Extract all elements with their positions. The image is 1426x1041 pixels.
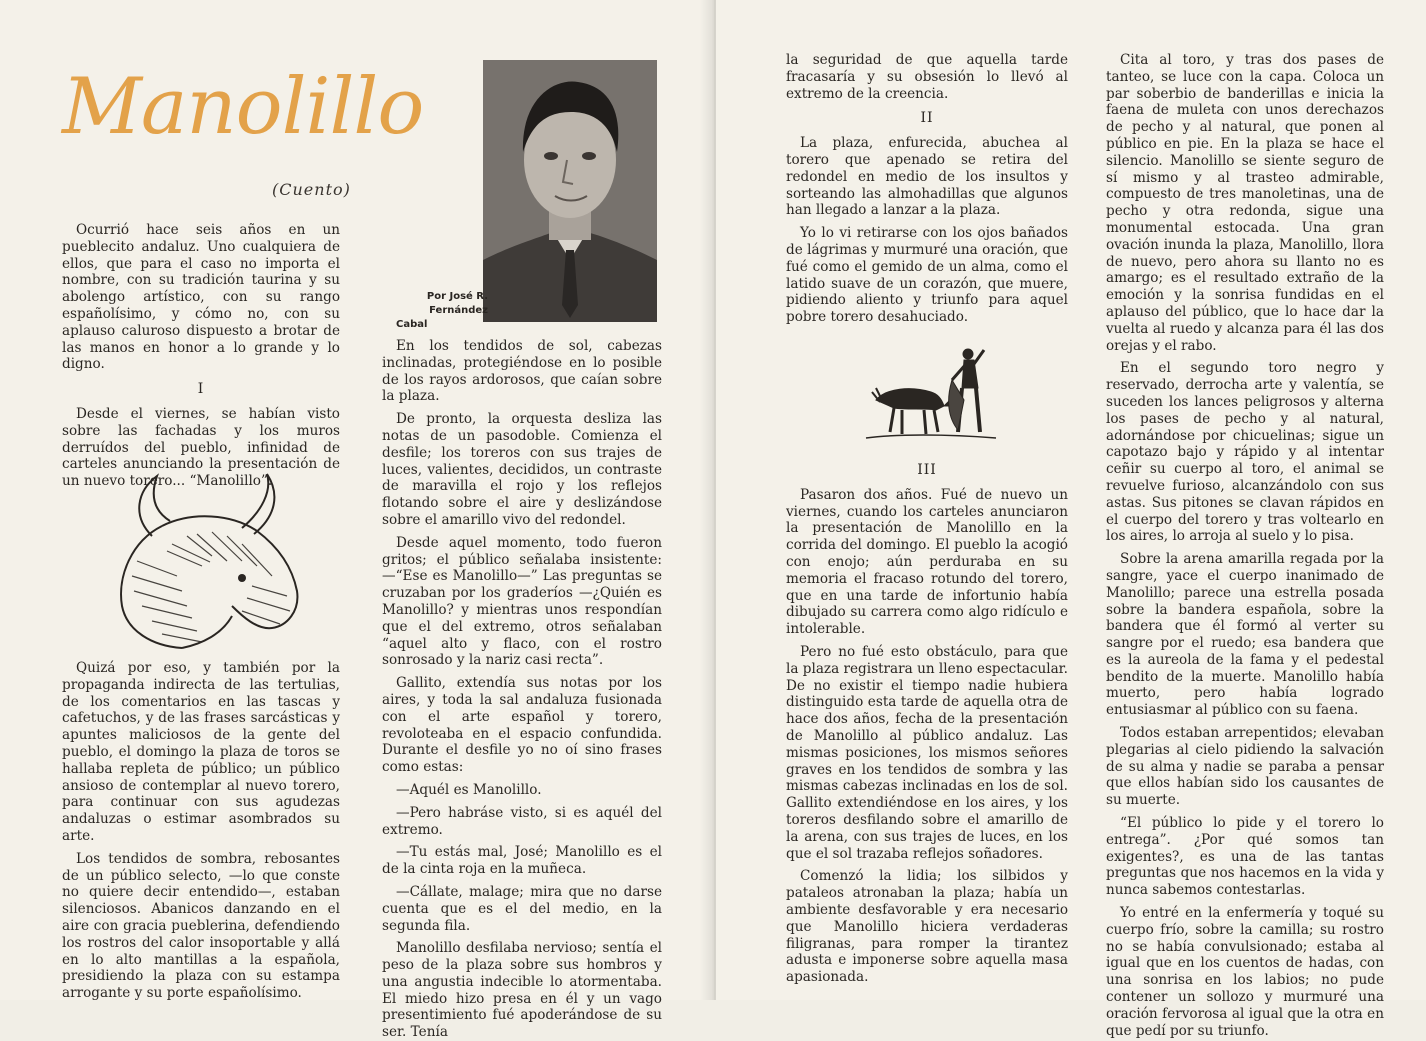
column-4	[1106, 52, 1384, 1039]
paragraph: Los tendidos de sombra, rebosantes de un público selecto, —lo que conste no quiere decir entendido—, estaban silenciosos. Abanicos danzando en el aire con gracia pueblerina, defendiendo los rostros del calor insoportable y allá en lo alto mantillas a la española, presidiendo la plaza con su estampa arrogante y su porte españolísimo.	[62, 850, 340, 1002]
paragraph: Desde aquel momento, todo fueron gritos; el público señalaba insistente: —“Ese es Manolillo—” Las preguntas se cruzaban por los graderíos —¿Quién es Manolillo? y mientras unos respondían que el del extremo, otros señalaban “aquel alto y flaco, con el rostro sonrosado y la nariz casi recta”.	[382, 534, 662, 669]
section-heading-2: II	[920, 110, 934, 127]
paragraph: la seguridad de que aquella tarde fracasaría y su obsesión lo llevó al extremo de la creencia.	[786, 52, 1068, 102]
column-2	[382, 338, 662, 1041]
paragraph: La plaza, enfurecida, abuchea al torero que apenado se retira del redondel en medio de los insultos y sorteando las almohadillas que algunos han llegado a lanzar a la plaza.	[786, 135, 1068, 219]
paragraph: Yo lo vi retirarse con los ojos bañados de lágrimas y murmuré una oración, que fué como el gemido de un alma, como el latido suave de un corazón, que muere, pidiendo aliento y triunfo para aquel pobre torero desahuciado.	[786, 225, 1068, 326]
paragraph: En los tendidos de sol, cabezas inclinadas, protegiéndose en lo posible de los rayos ardorosos, que caían sobre la plaza.	[382, 338, 662, 405]
paragraph: En el segundo toro negro y reservado, derrocha arte y valentía, se suceden los lances peligrosos y alterna los pases de pecho y al natural, adornándose por chicuelinas; sigue un capotazo bajo y rápido y al intentar ceñir su cuerpo al toro, el animal se revuelve furioso, alcanzándolo con sus astas. Sus pitones se clavan rápidos en el cuerpo del torero y tras voltearlo en los aires, lo arroja al suelo y lo pisa.	[1106, 360, 1384, 545]
story-subtitle: (Cuento)	[272, 180, 351, 199]
column-3-top	[786, 52, 1068, 332]
paragraph: Todos estaban arrepentidos; elevaban plegarias al cielo pidiendo la salvación de su alma y nadie se paraba a pensar que ellos habían sido los causantes de su muerte.	[1106, 725, 1384, 809]
paragraph: “El público lo pide y el torero lo entrega”. ¿Por qué somos tan exigentes?, es una de las tantas preguntas que nos hacemos en la vida y nunca sabemos contestarlas.	[1106, 815, 1384, 899]
paragraph: —Pero habráse visto, si es aquél del extremo.	[382, 804, 662, 838]
byline-name: Por José R. Fernández	[426, 291, 488, 316]
bullfighter-illustration	[866, 340, 996, 445]
paragraph: De pronto, la orquesta desliza las notas de un pasodoble. Comienza el desfile; los toreros con sus trajes de luces, valientes, decididos, un contraste de maravilla el rojo y los reflejos flotando sobre el aire y deslizándose sobre el amarillo vivo del redondel.	[382, 411, 662, 528]
story-title: Manolillo	[62, 62, 424, 152]
bull-head-illustration	[92, 466, 312, 656]
paragraph: Manolillo desfilaba nervioso; sentía el peso de la plaza sobre sus hombros y una angustia indecible lo atormentaba. El miedo hizo presa en él y un vago presentimiento fué apoderándose de su ser. Tenía	[382, 940, 662, 1041]
byline-surname: Cabal	[396, 319, 428, 330]
author-portrait-photo	[483, 60, 657, 322]
paragraph: Sobre la arena amarilla regada por la sangre, yace el cuerpo inanimado de Manolillo; parece una estrella posada sobre la bandera española, sobre la bandera que él formó al verter su sangre por el ruedo; esa bandera que es la aureola de la fama y el pedestal bendito de la muerte. Manolillo había muerto, pero había logrado entusiasmar al público con su faena.	[1106, 551, 1384, 719]
paragraph: Ocurrió hace seis años en un pueblecito andaluz. Uno cualquiera de ellos, que para el caso no importa el nombre, con su tradición taurina y su abolengo artístico, con su rango españolísimo, y cómo no, con su aplauso caluroso dispuesto a brotar de las manos en honor a lo grande y lo digno.	[62, 222, 340, 373]
paragraph: —Tu estás mal, José; Manolillo es el de la cinta roja en la muñeca.	[382, 844, 662, 878]
section-heading-3: III	[917, 462, 937, 478]
paragraph: —Cállate, malage; mira que no darse cuenta que es el del medio, en la segunda fila.	[382, 883, 662, 934]
paragraph: Yo entré en la enfermería y toqué su cuerpo frío, sobre la camilla; su rostro no se había convulsionado; estaba al igual que en los cuentos de hadas, con una sonrisa en los labios; no pude contener un sollozo y murmuré una oración fervorosa al igual que la otra en que pedí por su triunfo.	[1106, 905, 1384, 1039]
paragraph: Desde el viernes, se habían visto sobre las fachadas y los muros derruídos del pueblo, infinidad de carteles anunciando la presentación de un nuevo torero... “Manolillo”.	[62, 405, 340, 490]
paragraph: Quizá por eso, y también por la propaganda indirecta de las tertulias, de los comentarios en las tascas y cafetuchos, y de las frases sarcásticas y apuntes maliciosos de la gente del pueblo, el domingo la plaza de toros se hallaba repleta de público; un público ansioso de contemplar al nuevo torero, para continuar con sus agudezas andaluzas o estimar asombrados su arte.	[62, 660, 340, 844]
column-1-top	[62, 222, 340, 490]
section-heading-1: I	[197, 381, 205, 398]
paragraph: —Aquél es Manolillo.	[396, 781, 542, 798]
author-byline	[376, 290, 488, 332]
paragraph: Comenzó la lidia; los silbidos y pataleos atronaban la plaza; había un ambiente desfavorable y era necesario que Manolillo hiciera verdaderas filigranas, para romper la tirantez adusta e imponerse sobre aquella masa apasionada.	[786, 868, 1068, 986]
column-1-bottom	[62, 660, 340, 1002]
right-page	[716, 0, 1426, 1039]
paragraph: Pero no fué esto obstáculo, para que la plaza registrara un lleno espectacular. De no existir el tiempo nadie hubiera distinguido esta tarde de aquella otra de hace dos años, fecha de la presentación de Manolillo al público andaluz. Las mismas posiciones, los mismos señores graves en los tendidos de sombra y las mismas cabezas inclinadas en los de sol. Gallito extendiéndose en los aires, y los toreros desfilando sobre el amarillo de la arena, con sus trajes de luces, en los que el sol trazaba reflejos soñadores.	[786, 643, 1068, 862]
paragraph: Gallito, extendía sus notas por los aires, y toda la sal andaluza fusionada con el arte español y torero, revoloteaba en el espacio confundida. Durante el desfile yo no oí sino frases como estas:	[382, 675, 662, 776]
paragraph: Pasaron dos años. Fué de nuevo un viernes, cuando los carteles anunciaron la presentación de Manolillo en la corrida del domingo. El pueblo la acogió con enojo; aún perduraba en su memoria el fracaso rotundo del torero, que en una tarde de infortunio había dibujado su carrera como algo ridículo e intolerable.	[786, 486, 1068, 638]
column-3-bottom	[786, 454, 1068, 986]
paragraph: Cita al toro, y tras dos pases de tanteo, se luce con la capa. Coloca un par soberbio de banderillas e inicia la faena de muleta con unos derechazos de pecho y al natural, que ponen al público en pie. En la plaza se hace el silencio. Manolillo se siente seguro de sí mismo y al trasteo admirable, compuesto de tres manoletinas, una de pecho y otra redonda, sigue una monumental estocada. Una gran ovación inunda la plaza, Manolillo, llora de nuevo, pero ahora su llanto no es amargo; es el resultado extraño de la emoción y la sonrisa fundidas en el aplauso del público, que lo hace dar la vuelta al ruedo y alcanza para él las dos orejas y el rabo.	[1106, 52, 1384, 354]
left-page	[0, 0, 712, 1041]
